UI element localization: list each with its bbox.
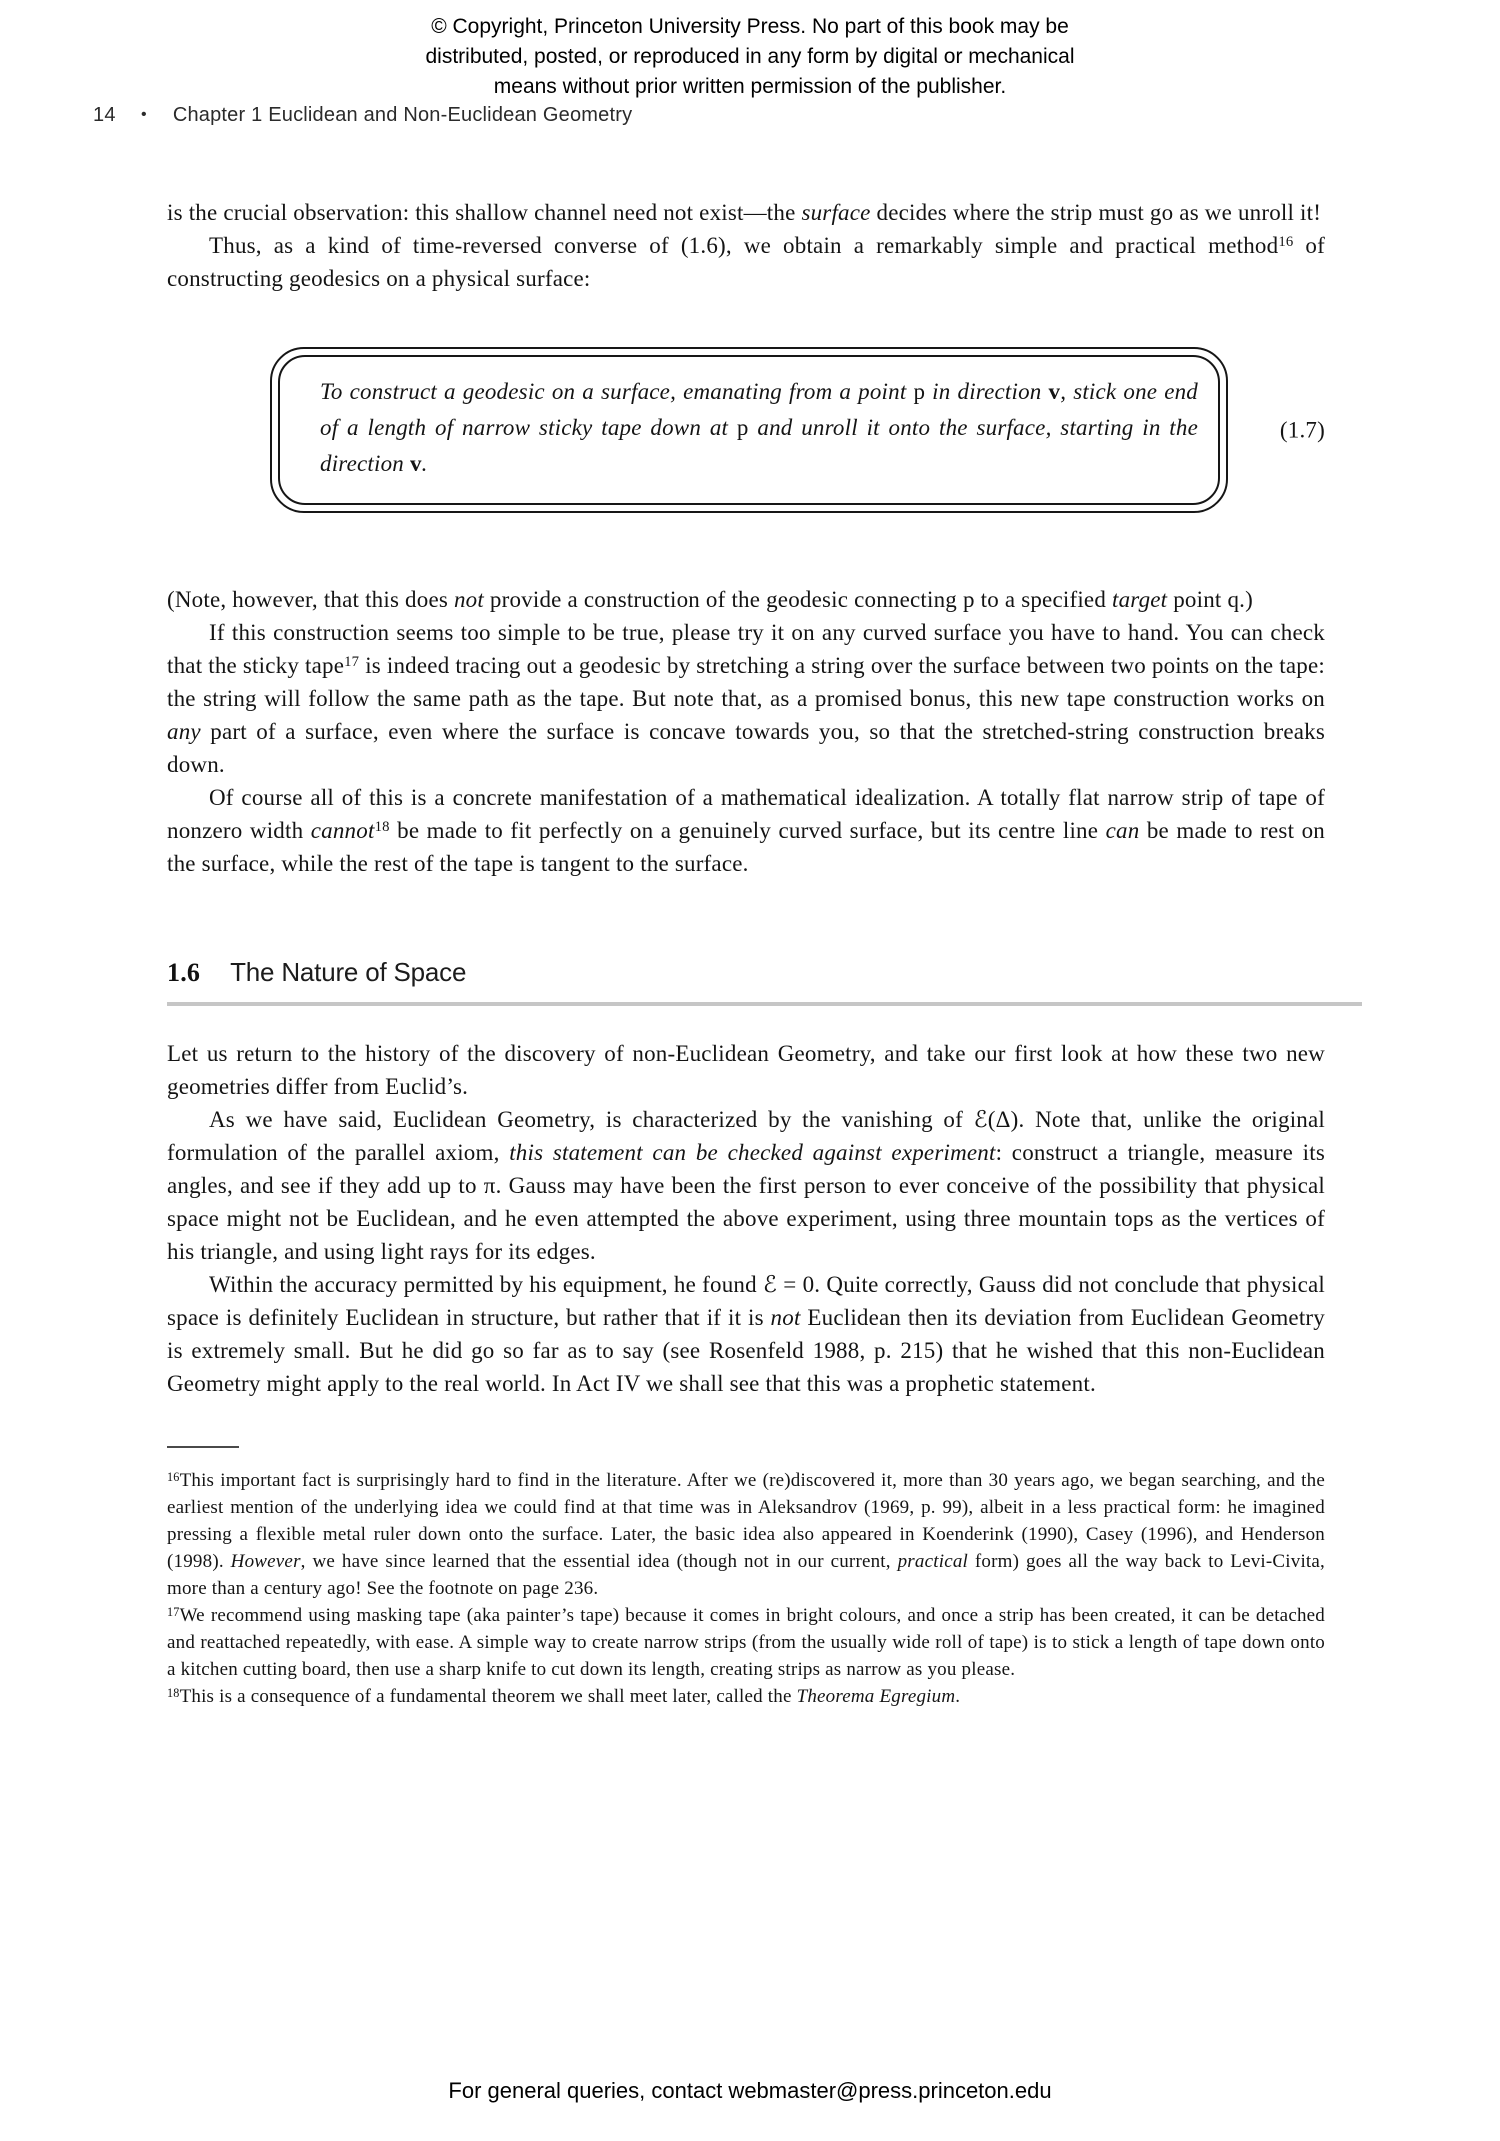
footnote-text: This important fact is surprisingly hard to find in the literature. After we (re)discovered it, more than 30 years ago, we began searching, and the earliest mention of the underlying idea we could find at that time was in Aleksandrov (1969, p. 99), albeit in a less practical form: he imagined pressing a flexible metal ruler down onto the surface. Later, the basic idea also appeared in Koenderink (1990), Casey (1996), and Henderson (1998). However, we have since learned that the essential idea (though not in our current, practical form) goes all the way back to Levi-Civita, more than a century ago! See the footnote on page 236. [167,1470,1325,1599]
paragraph-tape-method: Thus, as a kind of time-reversed converse of (1.6), we obtain a remarkably simple and practical method$^{16}$ of constructing geodesics on a physical surface: [167,233,1325,291]
equation-1-7-row [167,347,1325,513]
footnotes-block [167,1446,1325,1710]
section-title: The Nature of Space [230,957,467,987]
section-divider-rule [167,1002,1362,1006]
section-1-6 [167,956,1325,1400]
geodesic-construction-box [270,347,1228,513]
queries-footer-text: For general queries, contact webmaster@press.princeton.edu [448,2078,1052,2103]
geodesic-construction-statement: To construct a geodesic on a surface, emanating from a point p in direction v, stick one end of a length of narrow sticky tape down at p and unroll it onto the surface, starting in the direction v. [320,379,1199,476]
copyright-line: distributed, posted, or reproduced in any form by digital or mechanical [425,45,1075,68]
footnote-text: We recommend using masking tape (aka painter’s tape) because it comes in bright colours, and once a strip has been created, it can be detached and reattached repeatedly, with ease. A simple way to create narrow strips (from the usually wide roll of tape) is to stick a length of tape down onto a kitchen cutting board, then use a sharp knife to cut down its length, creating strips as narrow as you please. [167,1605,1325,1680]
paragraph-gauss-experiment: As we have said, Euclidean Geometry, is characterized by the vanishing of ℰ(Δ). Note that, unlike the original formulation of the parallel axiom, this statement can be checked against experiment: construct a triangle, measure its angles, and see if they add up to π. Gauss may have been the first person to ever conceive of the possibility that physical space might not be Euclidean, and he even attempted the above experiment, using three mountain tops as the vertices of his triangle, and using light rays for its edges. [167,1107,1325,1264]
footnote-16 [167,1467,1325,1602]
bullet-separator: • [141,106,147,123]
copyright-notice [0,12,1500,102]
footnote-divider [167,1446,239,1448]
copyright-line: © Copyright, Princeton University Press. No part of this book may be [431,15,1069,38]
page-number: 14 [93,104,116,126]
paragraph-note-target: (Note, however, that this does not provide a construction of the geodesic connecting p to a specified target point q.) [167,587,1253,612]
geodesic-construction-box-inner [278,355,1220,505]
paragraph-idealization: Of course all of this is a concrete manifestation of a mathematical idealization. A totally flat narrow strip of tape of nonzero width cannot$^{18}$ be made to fit perfectly on a genuinely curved surface, but its centre line can be made to rest on the surface, while the rest of the tape is tangent to the surface. [167,785,1325,876]
section-heading [167,956,1325,989]
footnote-marker: 16 [167,1469,180,1484]
paragraph-gauss-conclusion: Within the accuracy permitted by his equipment, he found ℰ = 0. Quite correctly, Gauss did not conclude that physical space is definitely Euclidean in structure, but rather that if it is not Euclidean then its deviation from Euclidean Geometry is extremely small. But he did go so far as to say (see Rosenfeld 1988, p. 215) that he wished that this non-Euclidean Geometry might apply to the real world. In Act IV we shall see that this was a prophetic statement. [167,1272,1325,1396]
footnote-marker: 18 [167,1685,180,1700]
main-text-column [167,196,1325,1710]
chapter-title: Chapter 1 Euclidean and Non-Euclidean Geometry [172,104,633,126]
paragraph-try-construction: If this construction seems too simple to be true, please try it on any curved surface you have to hand. You can check that the sticky tape$^{17}$ is indeed tracing out a geodesic by stretching a string over the surface between two points on the tape: the string will follow the same path as the tape. But note that, as a promised bonus, this new tape construction works on any part of a surface, even where the surface is concave towards you, so that the stretched-string construction breaks down. [167,620,1325,777]
footnote-17 [167,1602,1325,1683]
section-number: 1.6 [167,958,201,987]
copyright-line: means without prior written permission of the publisher. [493,75,1007,98]
equation-number: (1.7) [1279,417,1325,443]
footnote-18 [167,1683,1325,1710]
footnote-marker: 17 [167,1604,180,1619]
paragraph-history-return: Let us return to the history of the discovery of non-Euclidean Geometry, and take our first look at how these two new geometries differ from Euclid’s. [167,1041,1325,1099]
footnote-text: This is a consequence of a fundamental theorem we shall meet later, called the Theorema Egregium. [179,1686,961,1707]
running-header [93,104,632,127]
queries-footer [0,2078,1500,2104]
paragraph-strip-unroll: is the crucial observation: this shallow channel need not exist—the surface decides where the strip must go as we unroll it! [167,200,1322,225]
